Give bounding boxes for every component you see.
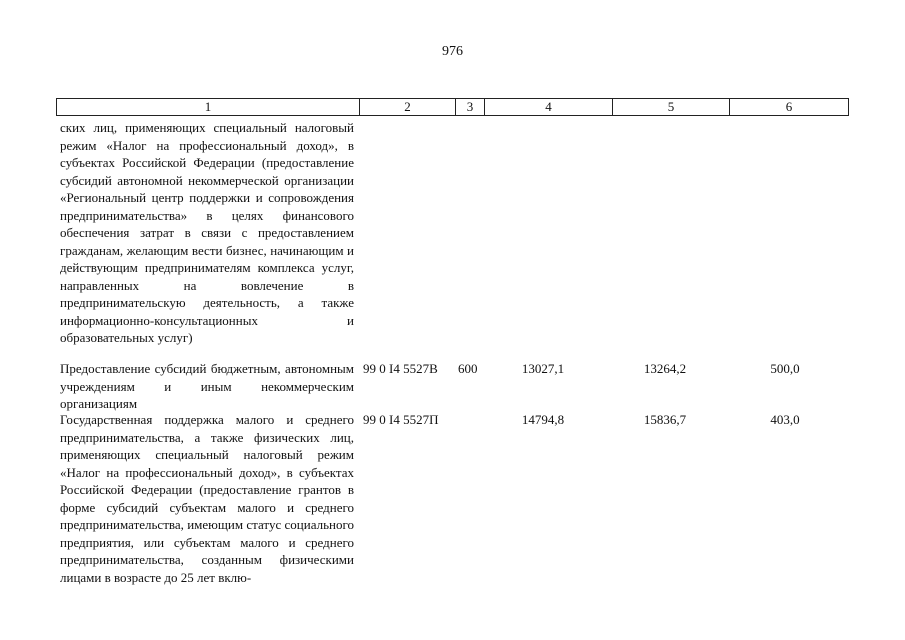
- row-value-col4: 14794,8: [521, 412, 565, 427]
- page-number: 976: [442, 44, 463, 59]
- row-target-code: 99 0 I4 5527П: [363, 412, 439, 427]
- row-description: ских лиц, применяющих специальный налоговый режим «Налог на профессиональный доход», в субъектах Российской Федерации (предоставление субсидий автономной некоммерческой организации «Региональный центр поддержки и сопровождения предпринимательства» в целях финансового обеспечения затрат в связи с предоставлением гражданам, желающим вести бизнес, начинающим и действующим предпринимателям комплекса услуг, направленных на вовлечение в предпринимательскую деятельность, а также информационно-консультационных и образовательных услуг): [60, 120, 354, 345]
- row-value-col5: 15836,7: [643, 412, 687, 427]
- header-col-5: 5: [613, 99, 730, 115]
- header-col-1: 1: [57, 99, 360, 115]
- row-value-col6: 403,0: [770, 412, 800, 427]
- row-target-code: 99 0 I4 5527В: [363, 361, 438, 376]
- row-value-col4: 13027,1: [521, 361, 565, 376]
- row-description: Предоставление субсидий бюджетным, автономным учреждениям и иным некоммерческим организациям: [60, 361, 354, 411]
- row-expense-type: 600: [458, 361, 478, 376]
- row-value-col6: 500,0: [770, 361, 800, 376]
- row-description: Государственная поддержка малого и среднего предпринимательства, а также физических лиц, применяющих специальный налоговый режим «Налог на профессиональный доход», в субъектах Российской Федерации (предоставление грантов в форме субсидий субъектам малого и среднего предпринимательства, имеющим статус социального предприятия, или субъектам малого и среднего предпринимательства, созданным физическими лицами в возрасте до 25 лет вклю-: [60, 412, 354, 585]
- header-col-2: 2: [360, 99, 456, 115]
- table-header-row: [56, 98, 849, 116]
- header-col-3: 3: [456, 99, 485, 115]
- header-col-4: 4: [485, 99, 613, 115]
- header-col-6: 6: [785, 99, 793, 114]
- row-value-col5: 13264,2: [643, 361, 687, 376]
